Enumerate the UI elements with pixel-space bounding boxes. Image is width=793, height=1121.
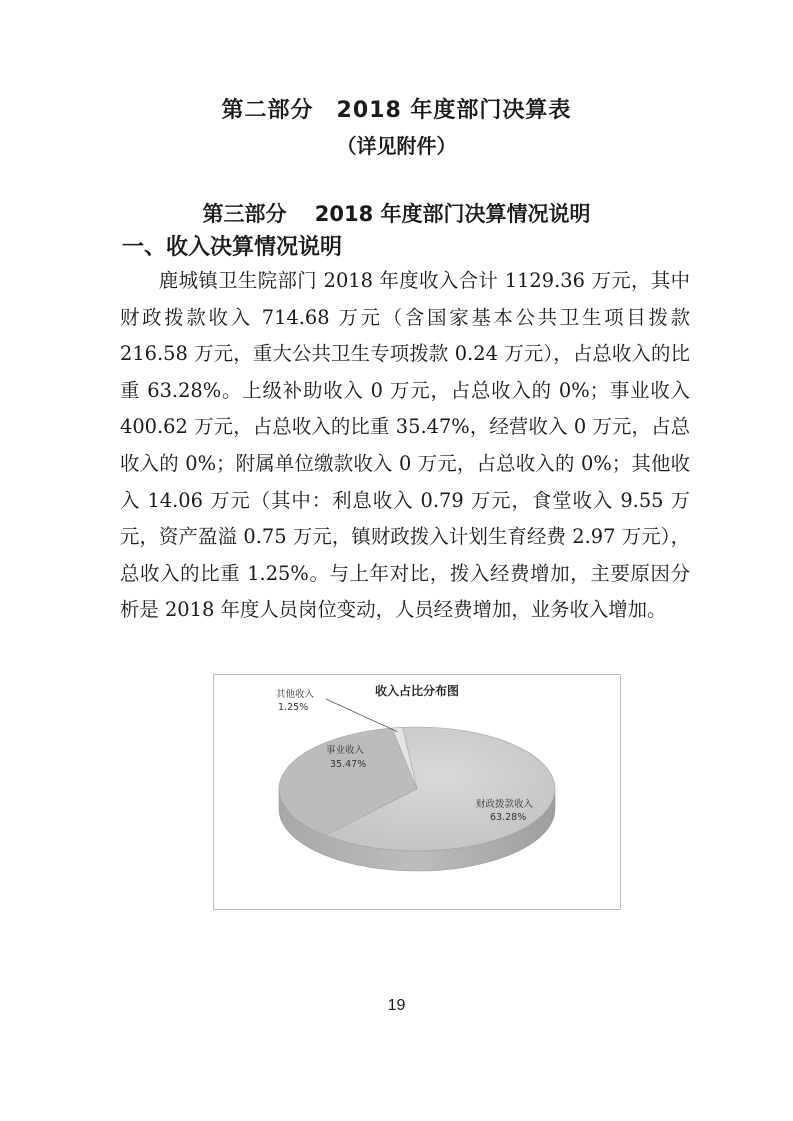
slice-label-name: 事业收入	[326, 745, 365, 756]
chart-title: 收入占比分布图	[374, 684, 460, 698]
slice-label-name: 财政拨款收入	[476, 799, 534, 810]
income-paragraph: 鹿城镇卫生院部门 2018 年度收入合计 1129.36 万元，其中财政拨款收入 714.68 万元（含国家基本公共卫生项目拨款 216.58 万元，重大公共卫生专项拨款 0.24 万元），占总收入的比重 63.28%。上级补助收入 0 万元，占总收入的 0%；事业收入 400.62 万元，占总收入的比重 35.47%，经营收入 0 万元，占总收入的 0%；附属单位缴款收入 0 万元，占总收入的 0%；其他收入 14.06 万元（其中：利息收入 0.79 万元，食堂收入 9.55 万元，资产盈溢 0.75 万元，镇财政拨入计划生育经费 2.97 万元），总收入的比重 1.25%。与上年对比，拨入经费增加，主要原因分析是 2018 年度人员岗位变动，人员经费增加，业务收入增加。	[120, 269, 690, 622]
pie-chart-svg	[214, 675, 620, 909]
slice-label-value: 35.47%	[330, 759, 367, 770]
slice-label-value: 63.28%	[490, 812, 527, 823]
leader-line	[326, 699, 397, 732]
part2-title: 第二部分 2018 年度部门决算表	[221, 98, 572, 123]
slice-label-value: 1.25%	[278, 702, 309, 713]
section-heading: 一、收入决算情况说明	[122, 235, 343, 260]
part3-title: 第三部分 2018 年度部门决算情况说明	[202, 202, 591, 226]
income-pie-chart	[213, 674, 621, 910]
page-number: 19	[387, 997, 406, 1014]
body-paragraph-block	[120, 263, 690, 629]
slice-label-name: 其他收入	[276, 689, 315, 700]
part2-subtitle: （详见附件）	[336, 134, 457, 158]
